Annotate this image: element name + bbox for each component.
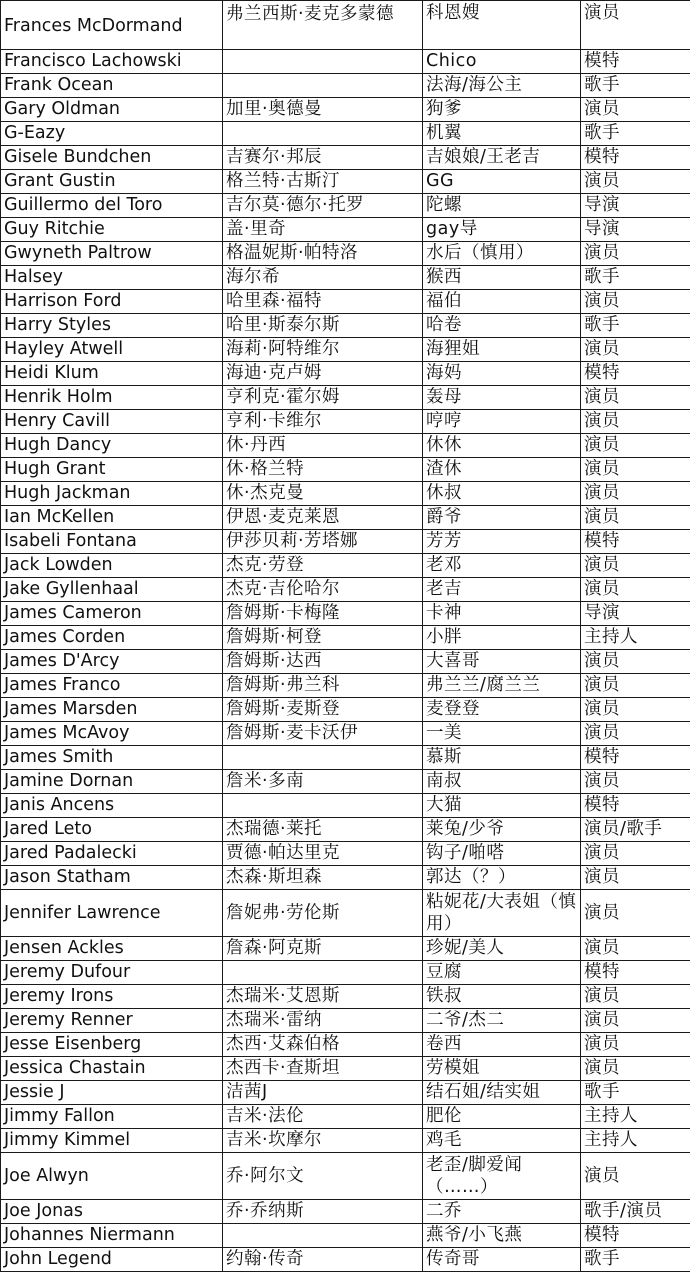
profession-cell: 演员 bbox=[581, 722, 690, 746]
profession-cell: 导演 bbox=[581, 218, 690, 242]
nickname-cell: 老歪/脚爱闻（……） bbox=[423, 1153, 581, 1200]
chinese-name-cell: 盖·里奇 bbox=[223, 218, 423, 242]
table-row bbox=[1, 242, 690, 266]
english-name-cell: Henry Cavill bbox=[1, 410, 223, 434]
nickname-cell: 二乔 bbox=[423, 1200, 581, 1224]
nickname-cell: 陀螺 bbox=[423, 194, 581, 218]
table-row bbox=[1, 794, 690, 818]
profession-cell: 演员 bbox=[581, 386, 690, 410]
chinese-name-cell bbox=[223, 74, 423, 98]
nickname-cell: 大猫 bbox=[423, 794, 581, 818]
table-row bbox=[1, 1009, 690, 1033]
english-name-cell: Frances McDormand bbox=[1, 1, 223, 50]
english-name-cell: Harry Styles bbox=[1, 314, 223, 338]
english-name-cell: Jack Lowden bbox=[1, 554, 223, 578]
nickname-cell: 卷西 bbox=[423, 1033, 581, 1057]
chinese-name-cell: 休·杰克曼 bbox=[223, 482, 423, 506]
table-row bbox=[1, 626, 690, 650]
profession-cell: 演员 bbox=[581, 458, 690, 482]
english-name-cell: Isabeli Fontana bbox=[1, 530, 223, 554]
nickname-cell: 爵爷 bbox=[423, 506, 581, 530]
nickname-cell: 轰母 bbox=[423, 386, 581, 410]
table-row bbox=[1, 722, 690, 746]
chinese-name-cell: 乔·阿尔文 bbox=[223, 1153, 423, 1200]
nickname-cell: Chico bbox=[423, 50, 581, 74]
chinese-name-cell: 詹姆斯·柯登 bbox=[223, 626, 423, 650]
profession-cell: 演员 bbox=[581, 434, 690, 458]
profession-cell: 模特 bbox=[581, 746, 690, 770]
nickname-cell: 老邓 bbox=[423, 554, 581, 578]
nickname-cell: 哈卷 bbox=[423, 314, 581, 338]
table-row bbox=[1, 482, 690, 506]
nickname-cell: 机翼 bbox=[423, 122, 581, 146]
chinese-name-cell: 詹米·多南 bbox=[223, 770, 423, 794]
chinese-name-cell: 吉米·法伦 bbox=[223, 1105, 423, 1129]
table-row bbox=[1, 578, 690, 602]
english-name-cell: Guy Ritchie bbox=[1, 218, 223, 242]
english-name-cell: Harrison Ford bbox=[1, 290, 223, 314]
table-row bbox=[1, 602, 690, 626]
profession-cell: 演员 bbox=[581, 242, 690, 266]
english-name-cell: Jeremy Dufour bbox=[1, 961, 223, 985]
profession-cell: 演员 bbox=[581, 506, 690, 530]
profession-cell: 模特 bbox=[581, 50, 690, 74]
nickname-cell: 南叔 bbox=[423, 770, 581, 794]
english-name-cell: James Corden bbox=[1, 626, 223, 650]
english-name-cell: Jimmy Fallon bbox=[1, 1105, 223, 1129]
chinese-name-cell: 亨利·卡维尔 bbox=[223, 410, 423, 434]
profession-cell: 演员 bbox=[581, 842, 690, 866]
profession-cell: 演员 bbox=[581, 985, 690, 1009]
table-row bbox=[1, 961, 690, 985]
english-name-cell: James Smith bbox=[1, 746, 223, 770]
english-name-cell: Hayley Atwell bbox=[1, 338, 223, 362]
english-name-cell: Jeremy Irons bbox=[1, 985, 223, 1009]
table-row bbox=[1, 338, 690, 362]
table-row bbox=[1, 1200, 690, 1224]
nickname-cell: 福伯 bbox=[423, 290, 581, 314]
chinese-name-cell: 格温妮斯·帕特洛 bbox=[223, 242, 423, 266]
nickname-cell: 钩子/啪嗒 bbox=[423, 842, 581, 866]
profession-cell: 演员 bbox=[581, 1009, 690, 1033]
table-row bbox=[1, 218, 690, 242]
chinese-name-cell: 詹姆斯·麦斯登 bbox=[223, 698, 423, 722]
nickname-cell: 休叔 bbox=[423, 482, 581, 506]
english-name-cell: Jennifer Lawrence bbox=[1, 890, 223, 937]
profession-cell: 演员 bbox=[581, 170, 690, 194]
profession-cell: 歌手 bbox=[581, 74, 690, 98]
table-row bbox=[1, 1081, 690, 1105]
english-name-cell: Johannes Niermann bbox=[1, 1224, 223, 1248]
english-name-cell: Jessica Chastain bbox=[1, 1057, 223, 1081]
chinese-name-cell: 海尔希 bbox=[223, 266, 423, 290]
chinese-name-cell: 吉米·坎摩尔 bbox=[223, 1129, 423, 1153]
nickname-cell: 结石姐/结实姐 bbox=[423, 1081, 581, 1105]
english-name-cell: James McAvoy bbox=[1, 722, 223, 746]
nickname-cell: 豆腐 bbox=[423, 961, 581, 985]
profession-cell: 主持人 bbox=[581, 626, 690, 650]
nickname-cell: 海妈 bbox=[423, 362, 581, 386]
english-name-cell: Hugh Dancy bbox=[1, 434, 223, 458]
nickname-cell: 二爷/杰二 bbox=[423, 1009, 581, 1033]
nickname-cell: 卡神 bbox=[423, 602, 581, 626]
table-row bbox=[1, 1248, 690, 1272]
profession-cell: 歌手/演员 bbox=[581, 1200, 690, 1224]
chinese-name-cell: 哈里·斯泰尔斯 bbox=[223, 314, 423, 338]
profession-cell: 演员 bbox=[581, 1153, 690, 1200]
chinese-name-cell: 杰瑞德·莱托 bbox=[223, 818, 423, 842]
nickname-cell: 海狸姐 bbox=[423, 338, 581, 362]
nickname-cell: gay导 bbox=[423, 218, 581, 242]
table-row bbox=[1, 937, 690, 961]
table-row bbox=[1, 842, 690, 866]
chinese-name-cell: 格兰特·古斯汀 bbox=[223, 170, 423, 194]
table-row bbox=[1, 362, 690, 386]
english-name-cell: James Cameron bbox=[1, 602, 223, 626]
nickname-cell: 劳模姐 bbox=[423, 1057, 581, 1081]
table-row bbox=[1, 1129, 690, 1153]
chinese-name-cell: 詹姆斯·麦卡沃伊 bbox=[223, 722, 423, 746]
chinese-name-cell: 杰瑞米·雷纳 bbox=[223, 1009, 423, 1033]
profession-cell: 导演 bbox=[581, 194, 690, 218]
nickname-cell: 燕爷/小飞燕 bbox=[423, 1224, 581, 1248]
table-row bbox=[1, 74, 690, 98]
nickname-cell: 渣休 bbox=[423, 458, 581, 482]
nickname-cell: GG bbox=[423, 170, 581, 194]
nickname-cell: 小胖 bbox=[423, 626, 581, 650]
table-row bbox=[1, 746, 690, 770]
chinese-name-cell: 海莉·阿特维尔 bbox=[223, 338, 423, 362]
profession-cell: 歌手 bbox=[581, 1081, 690, 1105]
chinese-name-cell: 亨利克·霍尔姆 bbox=[223, 386, 423, 410]
chinese-name-cell bbox=[223, 50, 423, 74]
english-name-cell: Jesse Eisenberg bbox=[1, 1033, 223, 1057]
profession-cell: 演员 bbox=[581, 770, 690, 794]
english-name-cell: Francisco Lachowski bbox=[1, 50, 223, 74]
chinese-name-cell bbox=[223, 794, 423, 818]
profession-cell: 演员/歌手 bbox=[581, 818, 690, 842]
english-name-cell: Frank Ocean bbox=[1, 74, 223, 98]
nickname-cell: 猴西 bbox=[423, 266, 581, 290]
table-row bbox=[1, 170, 690, 194]
nickname-cell: 鸡毛 bbox=[423, 1129, 581, 1153]
chinese-name-cell: 杰森·斯坦森 bbox=[223, 866, 423, 890]
table-row bbox=[1, 1, 690, 50]
chinese-name-cell: 伊恩·麦克莱恩 bbox=[223, 506, 423, 530]
nickname-cell: 芳芳 bbox=[423, 530, 581, 554]
table-row bbox=[1, 266, 690, 290]
english-name-cell: Jared Leto bbox=[1, 818, 223, 842]
chinese-name-cell: 休·丹西 bbox=[223, 434, 423, 458]
profession-cell: 导演 bbox=[581, 602, 690, 626]
profession-cell: 歌手 bbox=[581, 266, 690, 290]
nickname-cell: 科恩嫂 bbox=[423, 1, 581, 50]
table-row bbox=[1, 1105, 690, 1129]
chinese-name-cell: 詹姆斯·卡梅隆 bbox=[223, 602, 423, 626]
nickname-cell: 慕斯 bbox=[423, 746, 581, 770]
table-body bbox=[1, 1, 690, 1272]
chinese-name-cell bbox=[223, 961, 423, 985]
chinese-name-cell: 乔·乔纳斯 bbox=[223, 1200, 423, 1224]
profession-cell: 演员 bbox=[581, 578, 690, 602]
table-row bbox=[1, 650, 690, 674]
english-name-cell: Ian McKellen bbox=[1, 506, 223, 530]
nickname-cell: 铁叔 bbox=[423, 985, 581, 1009]
table-row bbox=[1, 1057, 690, 1081]
profession-cell: 模特 bbox=[581, 530, 690, 554]
english-name-cell: Gisele Bundchen bbox=[1, 146, 223, 170]
english-name-cell: Hugh Grant bbox=[1, 458, 223, 482]
chinese-name-cell bbox=[223, 1224, 423, 1248]
english-name-cell: Grant Gustin bbox=[1, 170, 223, 194]
table-row bbox=[1, 122, 690, 146]
nickname-cell: 吉娘娘/王老吉 bbox=[423, 146, 581, 170]
nickname-cell: 弗兰兰/腐兰兰 bbox=[423, 674, 581, 698]
table-row bbox=[1, 458, 690, 482]
table-row bbox=[1, 314, 690, 338]
english-name-cell: Jimmy Kimmel bbox=[1, 1129, 223, 1153]
table-row bbox=[1, 50, 690, 74]
nickname-cell: 水后（慎用） bbox=[423, 242, 581, 266]
chinese-name-cell: 弗兰西斯·麦克多蒙德 bbox=[223, 1, 423, 50]
nickname-cell: 哼哼 bbox=[423, 410, 581, 434]
table-row bbox=[1, 506, 690, 530]
chinese-name-cell: 洁茜J bbox=[223, 1081, 423, 1105]
chinese-name-cell: 加里·奥德曼 bbox=[223, 98, 423, 122]
chinese-name-cell: 海迪·克卢姆 bbox=[223, 362, 423, 386]
chinese-name-cell: 杰西·艾森伯格 bbox=[223, 1033, 423, 1057]
table-row bbox=[1, 866, 690, 890]
profession-cell: 主持人 bbox=[581, 1129, 690, 1153]
english-name-cell: James Franco bbox=[1, 674, 223, 698]
english-name-cell: Jensen Ackles bbox=[1, 937, 223, 961]
nickname-cell: 肥伦 bbox=[423, 1105, 581, 1129]
english-name-cell: Janis Ancens bbox=[1, 794, 223, 818]
profession-cell: 模特 bbox=[581, 146, 690, 170]
table-row bbox=[1, 1224, 690, 1248]
nickname-cell: 传奇哥 bbox=[423, 1248, 581, 1272]
chinese-name-cell: 休·格兰特 bbox=[223, 458, 423, 482]
chinese-name-cell: 贾德·帕达里克 bbox=[223, 842, 423, 866]
chinese-name-cell: 吉赛尔·邦辰 bbox=[223, 146, 423, 170]
chinese-name-cell: 詹姆斯·达西 bbox=[223, 650, 423, 674]
table-row bbox=[1, 985, 690, 1009]
chinese-name-cell: 吉尔莫·德尔·托罗 bbox=[223, 194, 423, 218]
profession-cell: 演员 bbox=[581, 554, 690, 578]
english-name-cell: James Marsden bbox=[1, 698, 223, 722]
profession-cell: 演员 bbox=[581, 674, 690, 698]
nickname-cell: 休休 bbox=[423, 434, 581, 458]
chinese-name-cell bbox=[223, 122, 423, 146]
profession-cell: 歌手 bbox=[581, 314, 690, 338]
profession-cell: 主持人 bbox=[581, 1105, 690, 1129]
english-name-cell: Gary Oldman bbox=[1, 98, 223, 122]
chinese-name-cell bbox=[223, 746, 423, 770]
profession-cell: 演员 bbox=[581, 290, 690, 314]
profession-cell: 模特 bbox=[581, 794, 690, 818]
chinese-name-cell: 杰克·劳登 bbox=[223, 554, 423, 578]
nickname-cell: 狗爹 bbox=[423, 98, 581, 122]
profession-cell: 演员 bbox=[581, 650, 690, 674]
profession-cell: 演员 bbox=[581, 1057, 690, 1081]
profession-cell: 模特 bbox=[581, 1224, 690, 1248]
chinese-name-cell: 詹妮弗·劳伦斯 bbox=[223, 890, 423, 937]
profession-cell: 模特 bbox=[581, 362, 690, 386]
nickname-cell: 麦登登 bbox=[423, 698, 581, 722]
english-name-cell: John Legend bbox=[1, 1248, 223, 1272]
english-name-cell: Jessie J bbox=[1, 1081, 223, 1105]
profession-cell: 模特 bbox=[581, 961, 690, 985]
english-name-cell: Joe Jonas bbox=[1, 1200, 223, 1224]
profession-cell: 演员 bbox=[581, 937, 690, 961]
nickname-cell: 老吉 bbox=[423, 578, 581, 602]
chinese-name-cell: 伊莎贝莉·芳塔娜 bbox=[223, 530, 423, 554]
table-row bbox=[1, 410, 690, 434]
chinese-name-cell: 詹森·阿克斯 bbox=[223, 937, 423, 961]
table-row bbox=[1, 698, 690, 722]
chinese-name-cell: 杰克·吉伦哈尔 bbox=[223, 578, 423, 602]
table-row bbox=[1, 146, 690, 170]
nickname-cell: 大喜哥 bbox=[423, 650, 581, 674]
profession-cell: 演员 bbox=[581, 482, 690, 506]
english-name-cell: Jared Padalecki bbox=[1, 842, 223, 866]
chinese-name-cell: 杰西卡·查斯坦 bbox=[223, 1057, 423, 1081]
table-row bbox=[1, 530, 690, 554]
profession-cell: 演员 bbox=[581, 890, 690, 937]
nickname-cell: 珍妮/美人 bbox=[423, 937, 581, 961]
table-row bbox=[1, 194, 690, 218]
table-row bbox=[1, 1033, 690, 1057]
chinese-name-cell: 约翰·传奇 bbox=[223, 1248, 423, 1272]
nickname-cell: 粘妮花/大表姐（慎用） bbox=[423, 890, 581, 937]
profession-cell: 演员 bbox=[581, 98, 690, 122]
table-row bbox=[1, 386, 690, 410]
chinese-name-cell: 杰瑞米·艾恩斯 bbox=[223, 985, 423, 1009]
english-name-cell: Joe Alwyn bbox=[1, 1153, 223, 1200]
table-row bbox=[1, 98, 690, 122]
nickname-cell: 法海/海公主 bbox=[423, 74, 581, 98]
english-name-cell: G-Eazy bbox=[1, 122, 223, 146]
nickname-cell: 一美 bbox=[423, 722, 581, 746]
table-row bbox=[1, 290, 690, 314]
english-name-cell: Henrik Holm bbox=[1, 386, 223, 410]
english-name-cell: Gwyneth Paltrow bbox=[1, 242, 223, 266]
table-row bbox=[1, 818, 690, 842]
english-name-cell: Jeremy Renner bbox=[1, 1009, 223, 1033]
english-name-cell: Halsey bbox=[1, 266, 223, 290]
profession-cell: 演员 bbox=[581, 338, 690, 362]
english-name-cell: Jason Statham bbox=[1, 866, 223, 890]
english-name-cell: Jamine Dornan bbox=[1, 770, 223, 794]
table-row bbox=[1, 770, 690, 794]
english-name-cell: Heidi Klum bbox=[1, 362, 223, 386]
profession-cell: 歌手 bbox=[581, 122, 690, 146]
english-name-cell: Jake Gyllenhaal bbox=[1, 578, 223, 602]
profession-cell: 演员 bbox=[581, 410, 690, 434]
profession-cell: 歌手 bbox=[581, 1248, 690, 1272]
nickname-cell: 莱兔/少爷 bbox=[423, 818, 581, 842]
profession-cell: 演员 bbox=[581, 698, 690, 722]
chinese-name-cell: 哈里森·福特 bbox=[223, 290, 423, 314]
table-row bbox=[1, 1153, 690, 1200]
nickname-cell: 郭达（？） bbox=[423, 866, 581, 890]
profession-cell: 演员 bbox=[581, 1033, 690, 1057]
english-name-cell: Hugh Jackman bbox=[1, 482, 223, 506]
table-row bbox=[1, 434, 690, 458]
table-row bbox=[1, 554, 690, 578]
english-name-cell: James D'Arcy bbox=[1, 650, 223, 674]
profession-cell: 演员 bbox=[581, 866, 690, 890]
chinese-name-cell: 詹姆斯·弗兰科 bbox=[223, 674, 423, 698]
table-row bbox=[1, 674, 690, 698]
profession-cell: 演员 bbox=[581, 1, 690, 50]
english-name-cell: Guillermo del Toro bbox=[1, 194, 223, 218]
table-row bbox=[1, 890, 690, 937]
